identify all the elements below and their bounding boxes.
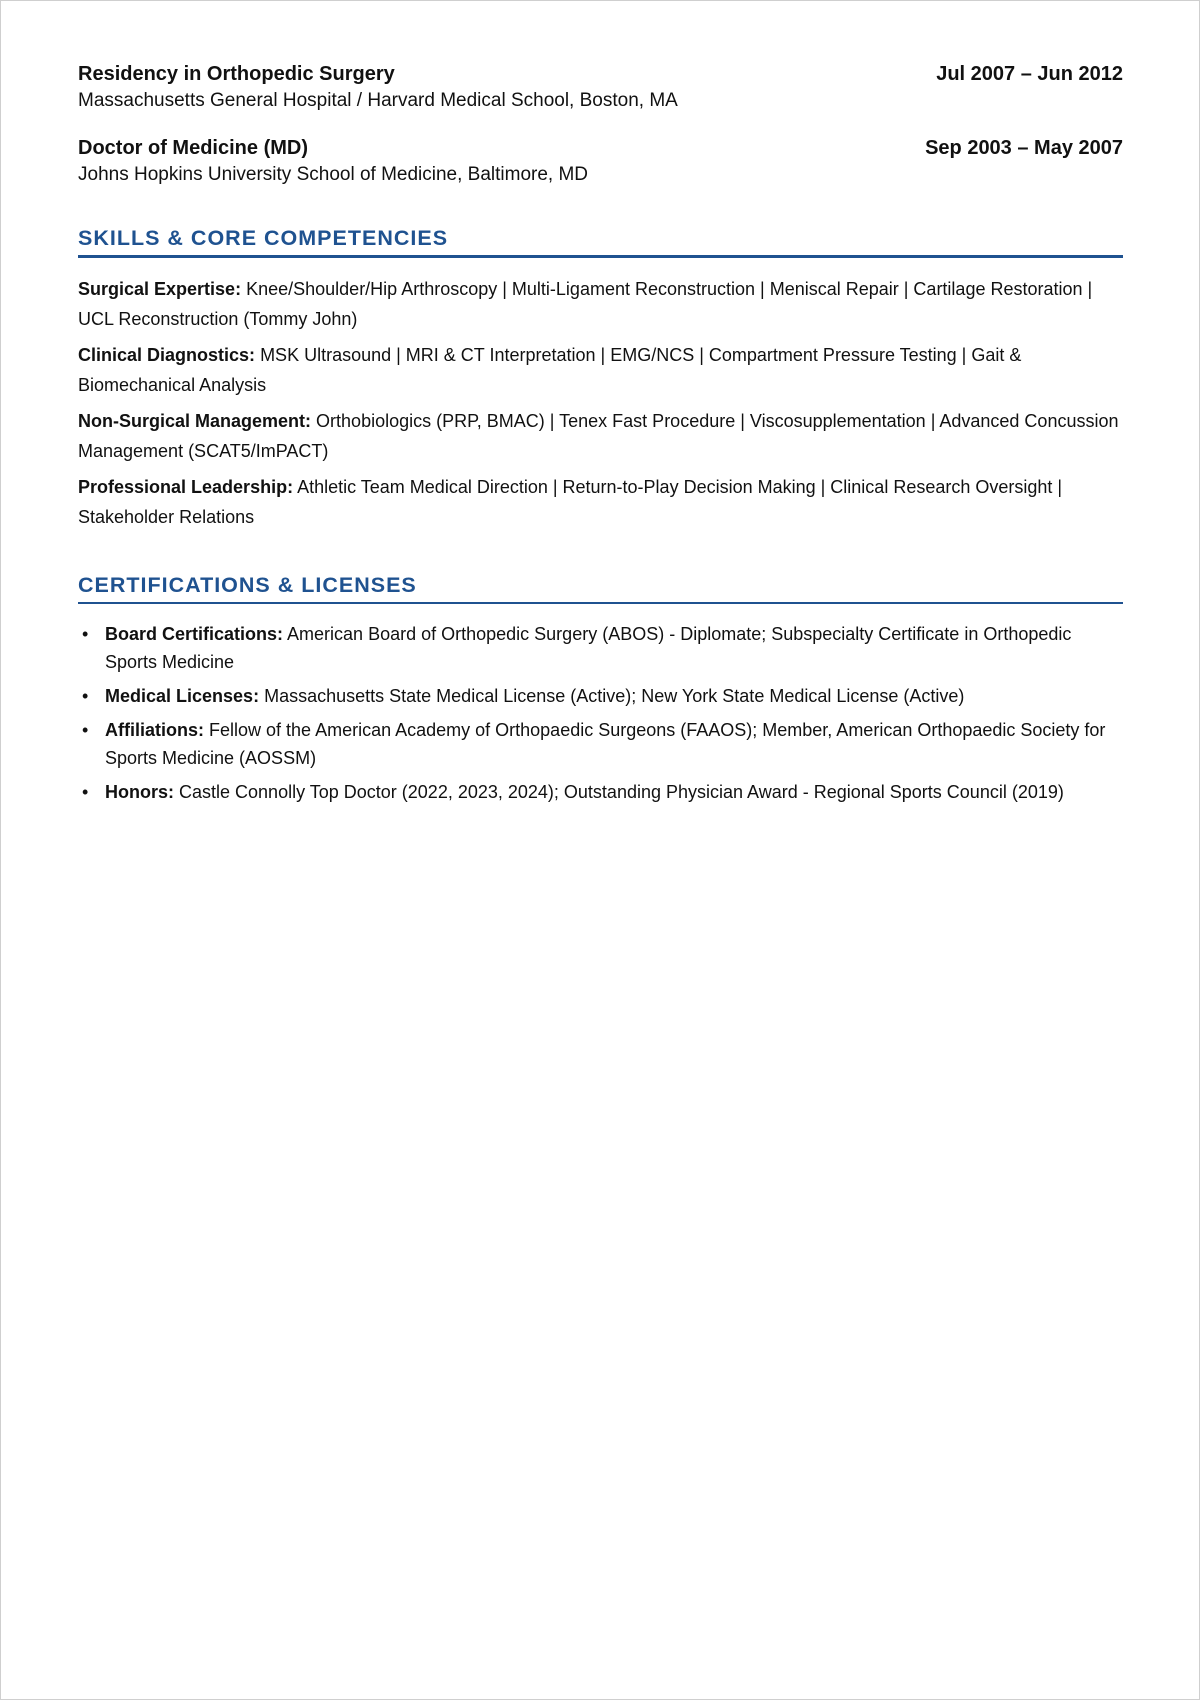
education-title: Residency in Orthopedic Surgery xyxy=(78,63,395,85)
education-entry-md xyxy=(78,133,1123,187)
skill-text: Orthobiologics (PRP, BMAC) | Tenex Fast Procedure | Viscosupplementation | Advanced Concussion Management (SCAT5/ImPACT) xyxy=(78,411,1119,461)
list-item xyxy=(78,778,1123,806)
cert-text: Fellow of the American Academy of Orthopaedic Surgeons (FAAOS); Member, American Orthopaedic Society for Sports Medicine (AOSSM) xyxy=(105,720,1106,768)
education-header-row xyxy=(78,59,1123,89)
education-institution: Johns Hopkins University School of Medicine, Baltimore, MD xyxy=(78,164,589,185)
education-dates: Jul 2007 – Jun 2012 xyxy=(936,63,1123,85)
education-header-row xyxy=(78,133,1123,163)
cert-text: Castle Connolly Top Doctor (2022, 2023, 2024); Outstanding Physician Award - Regional Sports Council (2019) xyxy=(179,782,1064,802)
list-item xyxy=(78,716,1123,772)
bullet-icon: • xyxy=(82,624,89,644)
skill-label: Clinical Diagnostics: xyxy=(78,345,256,365)
section-heading-skills: SKILLS & CORE COMPETENCIES xyxy=(78,223,1123,258)
bullet-icon: • xyxy=(82,686,89,706)
cert-label: Affiliations: xyxy=(105,720,204,740)
skill-label: Surgical Expertise: xyxy=(78,279,242,299)
list-item xyxy=(78,682,1123,710)
skill-text: MSK Ultrasound | MRI & CT Interpretation | EMG/NCS | Compartment Pressure Testing | Gait & Biomechanical Analysis xyxy=(78,345,1022,395)
skill-item-non-surgical xyxy=(78,406,1123,466)
cert-label: Medical Licenses: xyxy=(105,686,260,706)
education-institution: Massachusetts General Hospital / Harvard Medical School, Boston, MA xyxy=(78,90,678,111)
skills-list xyxy=(78,274,1123,532)
bullet-icon: • xyxy=(82,720,89,740)
education-dates: Sep 2003 – May 2007 xyxy=(925,137,1123,159)
education-title: Doctor of Medicine (MD) xyxy=(78,137,308,159)
skill-item-leadership xyxy=(78,472,1123,532)
cert-label: Honors: xyxy=(105,782,174,802)
skill-label: Non-Surgical Management: xyxy=(78,411,312,431)
section-heading-certifications: CERTIFICATIONS & LICENSES xyxy=(78,570,1123,604)
cert-text: Massachusetts State Medical License (Active); New York State Medical License (Active) xyxy=(264,686,965,706)
certifications-list xyxy=(78,620,1123,806)
skill-text: Athletic Team Medical Direction | Return-to-Play Decision Making | Clinical Research Oversight | Stakeholder Relations xyxy=(78,477,1063,527)
list-item xyxy=(78,620,1123,676)
skill-text: Knee/Shoulder/Hip Arthroscopy | Multi-Ligament Reconstruction | Meniscal Repair | Cartilage Restoration | UCL Reconstruction (Tommy John) xyxy=(78,279,1093,329)
skill-item-surgical xyxy=(78,274,1123,334)
education-entry-residency xyxy=(78,59,1123,113)
cert-label: Board Certifications: xyxy=(105,624,284,644)
skill-item-diagnostics xyxy=(78,340,1123,400)
cert-text: American Board of Orthopedic Surgery (ABOS) - Diplomate; Subspecialty Certificate in Orthopedic Sports Medicine xyxy=(105,624,1072,672)
bullet-icon: • xyxy=(82,782,89,802)
skill-label: Professional Leadership: xyxy=(78,477,294,497)
